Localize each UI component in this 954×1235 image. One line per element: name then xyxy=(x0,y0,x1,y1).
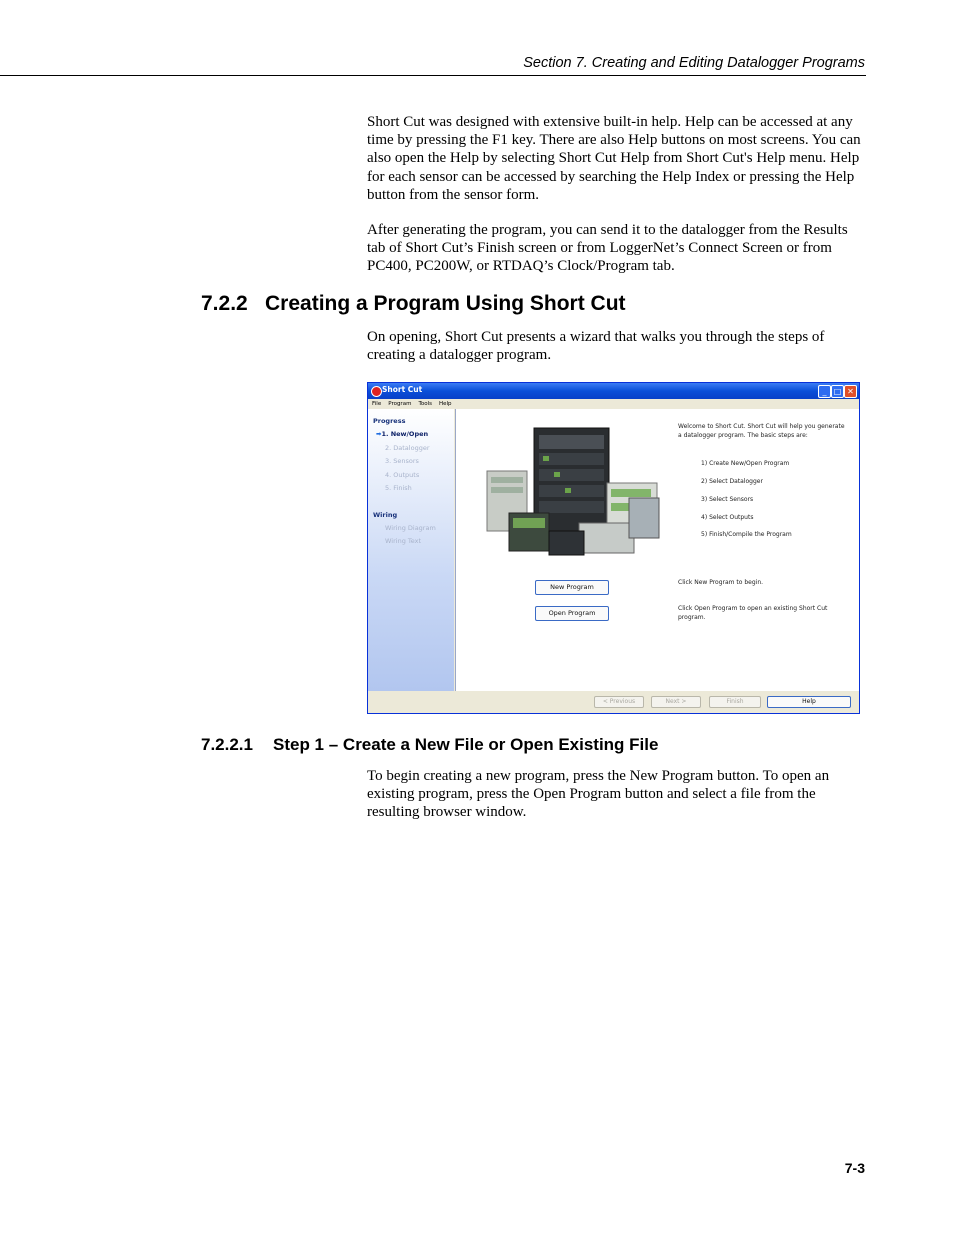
running-header: Section 7. Creating and Editing Datalogger Programs xyxy=(523,55,865,71)
step-2: 2) Select Datalogger xyxy=(701,478,763,485)
step-1: 1) Create New/Open Program xyxy=(701,460,790,467)
arrow-right-icon: ➡ xyxy=(376,430,382,438)
step-3: 3) Select Sensors xyxy=(701,496,754,503)
wiring-heading: Wiring xyxy=(373,511,398,519)
menu-tools[interactable]: Tools xyxy=(418,401,432,407)
welcome-text: Welcome to Short Cut. Short Cut will help you generate a datalogger program. The basic steps are: xyxy=(678,423,845,439)
nav-item-wiring-diagram[interactable]: Wiring Diagram xyxy=(385,524,436,532)
nav-item-new-open[interactable] xyxy=(376,430,428,438)
paragraph-wizard-intro: On opening, Short Cut presents a wizard that walks you through the steps of creating a datalogger program. xyxy=(367,329,825,364)
subsection-title: Step 1 – Create a New File or Open Existing File xyxy=(273,735,659,754)
help-button[interactable]: Help xyxy=(767,696,851,708)
datalogger-hardware-image xyxy=(479,423,669,558)
nav-item-wiring-text[interactable]: Wiring Text xyxy=(385,537,422,545)
nav-item-label: 1. New/Open xyxy=(381,430,429,438)
subsection-heading xyxy=(201,735,658,755)
nav-item-finish[interactable]: 5. Finish xyxy=(385,484,412,492)
paragraph-help: Short Cut was designed with extensive built-in help. Help can be accessed at any time by pressing the F1 key. There are also Help buttons on most screens. You can also open the Help by selecting Short Cut Help from Short Cut's Help menu. Help for each sensor can be accessed by searching the Help Index or pressing the Help button from the sensor form. xyxy=(367,114,861,203)
nav-item-datalogger[interactable]: 2. Datalogger xyxy=(385,444,430,452)
menu-help[interactable]: Help xyxy=(439,401,452,407)
new-program-button[interactable]: New Program xyxy=(535,580,609,595)
section-heading xyxy=(201,292,626,316)
header-rule xyxy=(0,75,866,76)
menu-bar xyxy=(368,399,859,409)
window-titlebar xyxy=(368,383,859,399)
short-cut-window-screenshot xyxy=(367,382,860,714)
step-4: 4) Select Outputs xyxy=(701,514,754,521)
window-title: Short Cut xyxy=(382,385,423,394)
subsection-number: 7.2.2.1 xyxy=(201,735,253,754)
menu-file[interactable]: File xyxy=(372,401,382,407)
paragraph-step1: To begin creating a new program, press the New Program button. To open an existing program, press the Open Program button and select a file from the resulting browser window. xyxy=(367,768,830,821)
window-client xyxy=(368,409,859,713)
open-program-button[interactable]: Open Program xyxy=(535,606,609,621)
section-title: Creating a Program Using Short Cut xyxy=(265,292,626,315)
section-number: 7.2.2 xyxy=(201,292,248,315)
paragraph-send-program: After generating the program, you can send it to the datalogger from the Results tab of Short Cut’s Finish screen or from LoggerNet’s Connect Screen or from PC400, PC200W, or RTDAQ’s Clock/Program tab. xyxy=(367,222,848,275)
close-icon[interactable]: ✕ xyxy=(844,385,857,398)
new-program-hint: Click New Program to begin. xyxy=(678,579,764,586)
menu-program[interactable]: Program xyxy=(388,401,412,407)
nav-item-sensors[interactable]: 3. Sensors xyxy=(385,457,419,465)
progress-nav-pane xyxy=(368,409,454,691)
step-5: 5) Finish/Compile the Program xyxy=(701,531,792,538)
nav-item-outputs[interactable]: 4. Outputs xyxy=(385,471,420,479)
open-program-hint: Click Open Program to open an existing Short Cut program. xyxy=(678,605,828,621)
wizard-button-bar xyxy=(368,691,859,713)
next-button[interactable]: Next > xyxy=(651,696,701,708)
previous-button[interactable]: < Previous xyxy=(594,696,644,708)
progress-heading: Progress xyxy=(373,417,406,425)
page-number: 7-3 xyxy=(844,1160,865,1176)
minimize-icon[interactable]: _ xyxy=(818,385,831,398)
finish-button[interactable]: Finish xyxy=(709,696,761,708)
wizard-main-pane xyxy=(455,409,859,691)
maximize-icon[interactable]: □ xyxy=(831,385,844,398)
app-icon xyxy=(371,386,382,397)
